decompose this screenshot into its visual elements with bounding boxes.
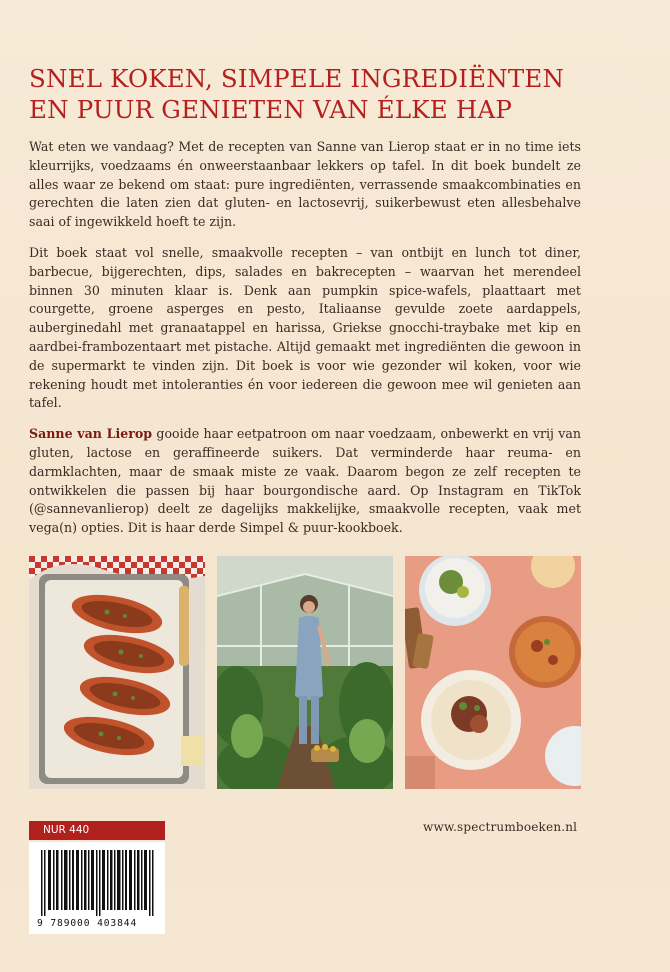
author-name: Sanne van Lierop <box>29 426 153 442</box>
plate-center <box>421 670 521 770</box>
headline-line-1: SNEL KOKEN, SIMPELE INGREDIËNTEN <box>29 64 565 93</box>
photo-greenhouse <box>217 556 393 789</box>
barcode-icon <box>35 850 159 916</box>
headline-line-2: EN PUUR GENIETEN VAN ÉLKE HAP <box>29 95 513 124</box>
nur-code-label: NUR 440 <box>29 821 165 840</box>
dip-bowl-top <box>419 556 491 626</box>
photo-strip <box>29 556 581 789</box>
isbn-number: 9 789000 403844 <box>37 918 138 929</box>
author-bio-paragraph <box>29 425 581 538</box>
sweet-potato-tray-image <box>29 556 205 789</box>
cover-headline <box>29 63 589 125</box>
photo-stuffed-sweet-potatoes <box>29 556 205 789</box>
dips-image <box>405 556 581 789</box>
dip-bowl-right <box>509 616 581 688</box>
photo-dips-platter <box>405 556 581 789</box>
blurb-paragraph-2: Dit boek staat vol snelle, smaakvolle recepten – van ontbijt en lunch tot diner, barbecue, bijgerechten, dips, salades en bakrecepten – waarvan het merendeel binnen 30 minuten klaar is. Denk aan pumpkin spice-wafels, plaattaart met courgette, groene asperges en pesto, Italiaanse gevulde zoete aardappels, auberginedahl met granaatappel en harissa, Griekse gnocchi-traybake met kip en aardbei-frambozentaart met pistache. Altijd gemaakt met ingrediënten die gewoon in de supermarkt te vinden zijn. Dit boek is voor wie gezonder wil koken, voor wie rekening houdt met intoleranties én voor iedereen die gewoon mee wil genieten aan tafel. <box>29 244 581 411</box>
isbn-barcode <box>29 842 165 934</box>
publisher-url: www.spectrumboeken.nl <box>423 820 578 834</box>
blurb-paragraph-1: Wat eten we vandaag? Met de recepten van Sanne van Lierop staat er in no time iets kleurrijks, voedzaams én onweerstaanbaar lekkers op tafel. In dit boek bundelt ze alles waar ze bekend om staat: pure ingrediënten, verrassende smaakcombinaties en gerechten die laten zien dat gluten- en lactosevrij, suikerbewust eten allesbehalve saai of ingewikkeld hoeft te zijn. <box>29 139 581 230</box>
author-bio-text: gooide haar eetpatroon om naar voedzaam, onbewerkt en vrij van gluten, lactose en geraffineerde suikers. Dat verminderde haar reuma- en darmklachten, maar de smaak miste ze vaak. Daarom begon ze zelf recepten te ontwikkelen die passen bij haar bourgondische aard. Op Instagram en TikTok (@sannevanlierop) deelt ze dagelijks makkelijke, smaakvolle recepten, vaak met vega(n) opties. Dit is haar derde Simpel & puur-kookboek. <box>29 426 581 536</box>
greenhouse-image <box>217 556 393 789</box>
blurb-text <box>29 138 581 550</box>
